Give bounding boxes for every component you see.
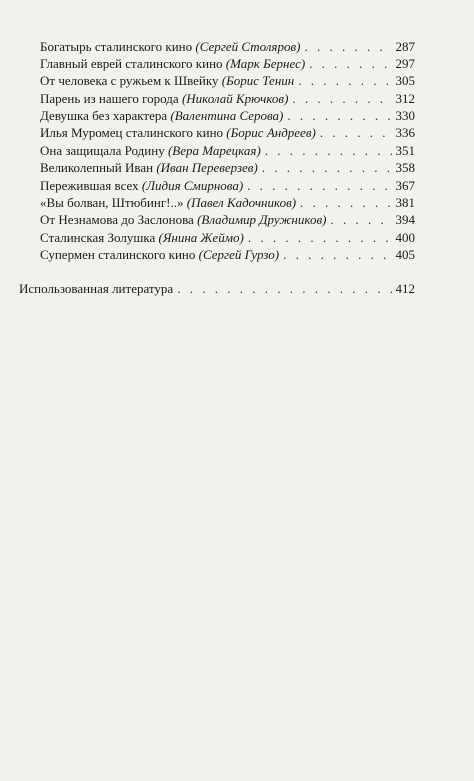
entry-title: Сталинская Золушка [40,230,156,245]
entry-author: (Лидия Смирнова) [141,178,244,193]
entry-page-number: 336 [395,125,415,140]
entry-title: Использованная литература [19,281,174,296]
leader-dots [330,211,391,228]
entry-author: (Борис Тенин [221,73,295,88]
toc-entry[interactable] [40,177,415,194]
leader-dots [247,177,391,194]
toc-entry[interactable] [40,72,415,89]
entry-title: Пережившая всех [40,178,139,193]
entry-author: (Сергей Столяров) [195,39,301,54]
entry-title: Великолепный Иван [40,160,154,175]
leader-dots [287,107,391,124]
entry-page-number: 367 [395,178,415,193]
leader-dots [309,55,391,72]
entry-author: (Янина Жеймо) [158,230,244,245]
entry-title: Супермен сталинского кино [40,247,196,262]
entry-author: (Павел Кадочников) [186,195,297,210]
leader-dots [265,142,392,159]
toc-entry[interactable] [40,159,415,176]
toc-entry[interactable] [40,124,415,141]
leader-dots [283,246,391,263]
entry-title: От человека с ружьем к Швейку [40,73,219,88]
entry-title: От Незнамова до Заслонова [40,212,194,227]
entry-title: «Вы болван, Штюбинг!..» [40,195,184,210]
entry-page-number: 394 [395,212,415,227]
entry-page-number: 287 [395,39,415,54]
entry-page-number: 330 [395,108,415,123]
entry-author: (Марк Бернес) [225,56,306,71]
leader-dots [298,72,391,89]
entry-title: Парень из нашего города [40,91,179,106]
entry-author: (Валентина Серова) [170,108,284,123]
toc-entry[interactable] [40,90,415,107]
entry-page-number: 412 [395,281,415,296]
toc-entry[interactable] [40,211,415,228]
leader-dots [304,38,391,55]
entry-author: (Борис Андреев) [226,125,316,140]
leader-dots [248,229,392,246]
entry-author: (Владимир Дружников) [197,212,327,227]
entry-page-number: 400 [395,230,415,245]
leader-dots [262,159,392,176]
entry-author: (Николай Крючков) [181,91,289,106]
entry-title: Илья Муромец сталинского кино [40,125,224,140]
toc-entry[interactable] [40,107,415,124]
entry-page-number: 358 [395,160,415,175]
entry-page-number: 351 [395,143,415,158]
entry-author: (Вера Марецкая) [167,143,261,158]
toc-entry[interactable] [40,246,415,263]
entry-title: Богатырь сталинского кино [40,39,193,54]
toc-entry[interactable] [40,229,415,246]
toc-entry[interactable] [40,55,415,72]
entry-page-number: 305 [395,73,415,88]
entry-page-number: 381 [395,195,415,210]
entry-title: Главный еврей сталинского кино [40,56,223,71]
leader-dots [292,90,391,107]
toc-entry[interactable] [40,142,415,159]
entry-author: (Сергей Гурзо) [198,247,280,262]
toc-entry[interactable] [40,194,415,211]
toc-entry-literature[interactable] [19,280,415,297]
leader-dots [177,280,391,297]
entry-page-number: 297 [395,56,415,71]
toc-entry[interactable] [40,38,415,55]
entry-author: (Иван Переверзев) [156,160,258,175]
leader-dots [320,124,392,141]
leader-dots [300,194,391,211]
entry-title: Она защищала Родину [40,143,165,158]
entry-title: Девушка без характера [40,108,168,123]
entry-page-number: 405 [395,247,415,262]
entry-page-number: 312 [395,91,415,106]
